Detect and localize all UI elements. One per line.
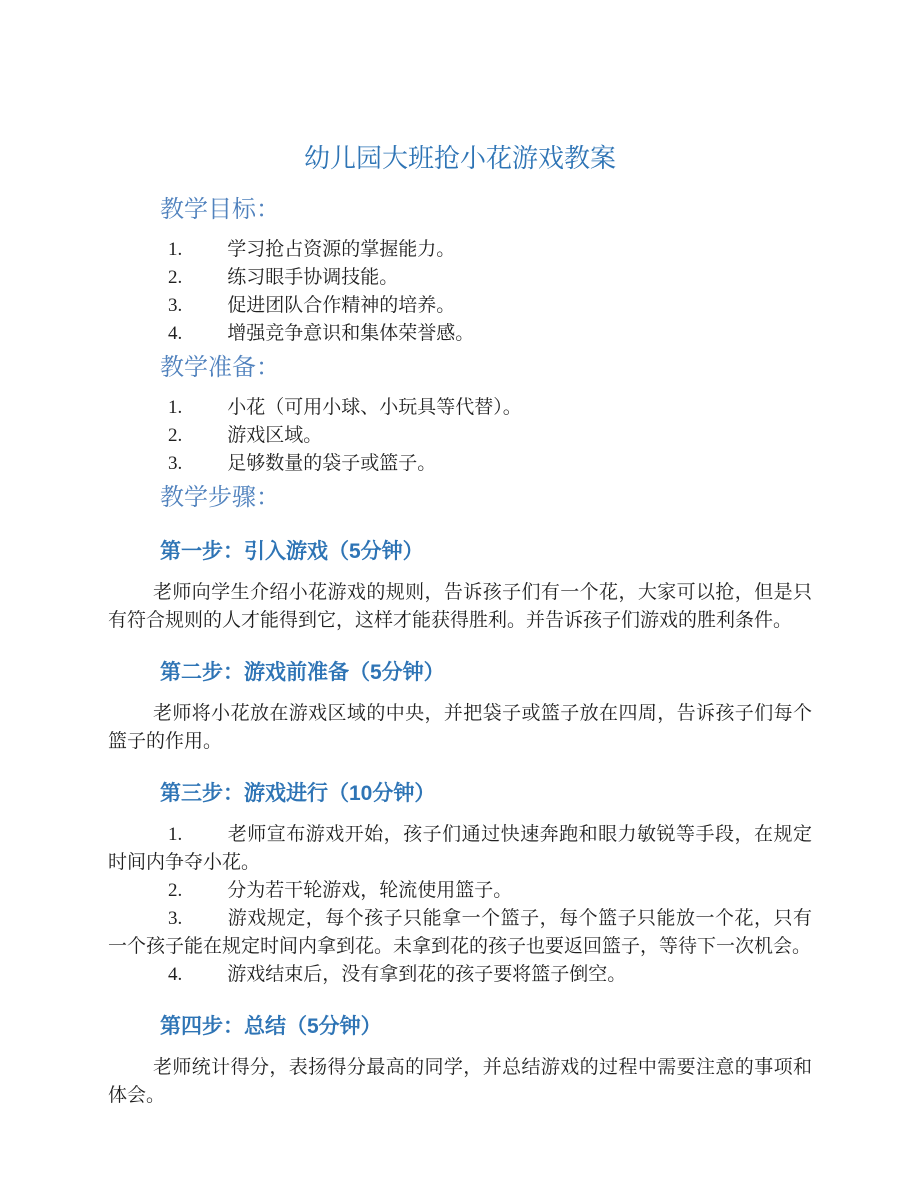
list-item-text: 游戏区域。 <box>227 425 323 446</box>
step-heading-2: 第二步：游戏前准备（5分钟） <box>160 661 445 684</box>
list-number: 2. <box>168 425 183 446</box>
list-number: 4. <box>168 323 183 344</box>
step-heading-1: 第一步：引入游戏（5分钟） <box>160 540 424 563</box>
step-3-list <box>108 821 812 989</box>
list-item-text: 老师宣布游戏开始，孩子们通过快速奔跑和眼力敏锐等手段，在规定时间内争夺小花。 <box>108 824 812 873</box>
document-title: 幼儿园大班抢小花游戏教案 <box>303 143 616 173</box>
step-1-paragraph: 老师向学生介绍小花游戏的规则，告诉孩子们有一个花，大家可以抢，但是只有符合规则的人才能得到它，这样才能获得胜利。并告诉孩子们游戏的胜利条件。 <box>108 582 812 631</box>
list-item <box>108 236 812 264</box>
section-heading-steps: 教学步骤： <box>160 484 280 511</box>
list-item <box>108 905 812 961</box>
list-item <box>108 264 812 292</box>
list-item-text: 练习眼手协调技能。 <box>227 267 399 288</box>
list-number: 1. <box>168 824 183 845</box>
list-item-text: 分为若干轮游戏，轮流使用篮子。 <box>227 880 513 901</box>
list-item <box>108 422 812 450</box>
list-number: 2. <box>168 880 183 901</box>
list-number: 1. <box>168 239 183 260</box>
preparation-list <box>108 394 812 478</box>
list-item <box>108 877 812 905</box>
step-heading-4: 第四步：总结（5分钟） <box>160 1015 382 1038</box>
list-item-text: 足够数量的袋子或篮子。 <box>227 453 437 474</box>
list-number: 3. <box>168 908 183 929</box>
list-number: 4. <box>168 964 183 985</box>
list-item <box>108 961 812 989</box>
step-heading-3: 第三步：游戏进行（10分钟） <box>160 782 436 805</box>
list-item-text: 促进团队合作精神的培养。 <box>227 295 456 316</box>
list-item <box>108 292 812 320</box>
list-number: 3. <box>168 295 183 316</box>
list-number: 2. <box>168 267 183 288</box>
list-item-text: 游戏规定，每个孩子只能拿一个篮子，每个篮子只能放一个花，只有一个孩子能在规定时间内拿到花。未拿到花的孩子也要返回篮子，等待下一次机会。 <box>108 908 812 957</box>
list-number: 1. <box>168 397 183 418</box>
list-item <box>108 821 812 877</box>
list-item <box>108 320 812 348</box>
list-item <box>108 394 812 422</box>
step-4-paragraph: 老师统计得分，表扬得分最高的同学，并总结游戏的过程中需要注意的事项和体会。 <box>108 1057 812 1106</box>
list-item-text: 学习抢占资源的掌握能力。 <box>227 239 456 260</box>
section-heading-goals: 教学目标： <box>160 196 280 223</box>
list-item-text: 增强竞争意识和集体荣誉感。 <box>227 323 475 344</box>
section-heading-preparation: 教学准备： <box>160 354 280 381</box>
list-number: 3. <box>168 453 183 474</box>
step-2-paragraph: 老师将小花放在游戏区域的中央，并把袋子或篮子放在四周，告诉孩子们每个篮子的作用。 <box>108 703 812 752</box>
goals-list <box>108 236 812 348</box>
list-item-text: 游戏结束后，没有拿到花的孩子要将篮子倒空。 <box>227 964 627 985</box>
list-item-text: 小花（可用小球、小玩具等代替）。 <box>227 397 522 418</box>
list-item <box>108 450 812 478</box>
